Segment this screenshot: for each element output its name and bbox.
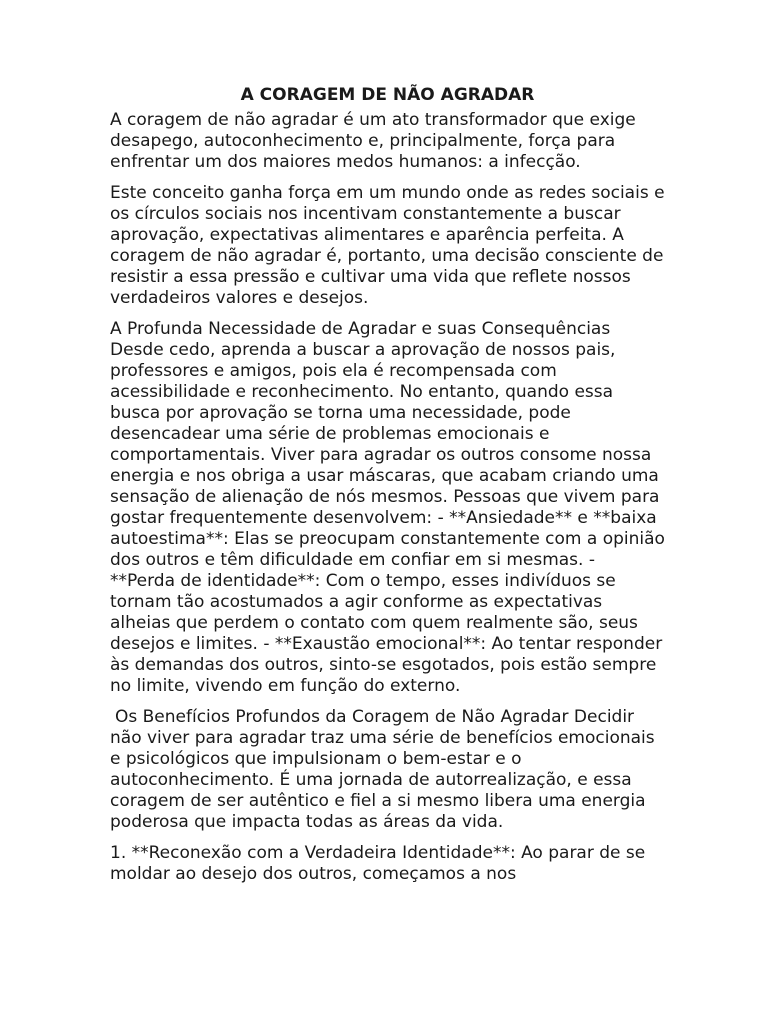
paragraph-need-to-please: A Profunda Necessidade de Agradar e suas Consequências Desde cedo, aprenda a buscar a aprovação de nossos pais, professores e amigos, pois ela é recompensada com acessibilidade e reconhecimento. No entanto, quando essa busca por aprovação se torna uma necessidade, pode desencadear uma série de problemas emocionais e comportamentais. Viver para agradar os outros consome nossa energia e nos obriga a usar máscaras, que acabam criando uma sensação de alienação de nós mesmos. Pessoas que vivem para gostar frequentemente desenvolvem: - **Ansiedade** e **baixa autoestima**: Elas se preocupam constantemente com a opinião dos outros e têm dificuldade em confiar em si mesmas. - **Perda de identidade**: Com o tempo, esses indivíduos se tornam tão acostumados a agir conforme as expectativas alheias que perdem o contato com quem realmente são, seus desejos e limites. - **Exaustão emocional**: Ao tentar responder às demandas dos outros, sinto-se esgotados, pois estão sempre no limite, vivendo em função do externo. — [110, 319, 665, 696]
document-title: A CORAGEM DE NÃO AGRADAR — [240, 85, 535, 105]
document-body — [110, 110, 665, 885]
paragraph-context: Este conceito ganha força em um mundo onde as redes sociais e os círculos sociais nos incentivam constantemente a buscar aprovação, expectativas alimentares e aparência perfeita. A coragem de não agradar é, portanto, uma decisão consciente de resistir a essa pressão e cultivar uma vida que reflete nossos verdadeiros valores e desejos. — [110, 183, 665, 308]
paragraph-intro: A coragem de não agradar é um ato transformador que exige desapego, autoconhecimento e, principalmente, força para enfrentar um dos maiores medos humanos: a infecção. — [110, 110, 636, 172]
paragraph-benefits: Os Benefícios Profundos da Coragem de Não Agradar Decidir não viver para agradar traz uma série de benefícios emocionais e psicológicos que impulsionam o bem-estar e o autoconhecimento. É uma jornada de autorrealização, e essa coragem de ser autêntico e fiel a si mesmo libera uma energia poderosa que impacta todas as áreas da vida. — [110, 707, 655, 832]
paragraph-list-item-1: 1. **Reconexão com a Verdadeira Identidade**: Ao parar de se moldar ao desejo dos outros, começamos a nos — [110, 843, 646, 884]
